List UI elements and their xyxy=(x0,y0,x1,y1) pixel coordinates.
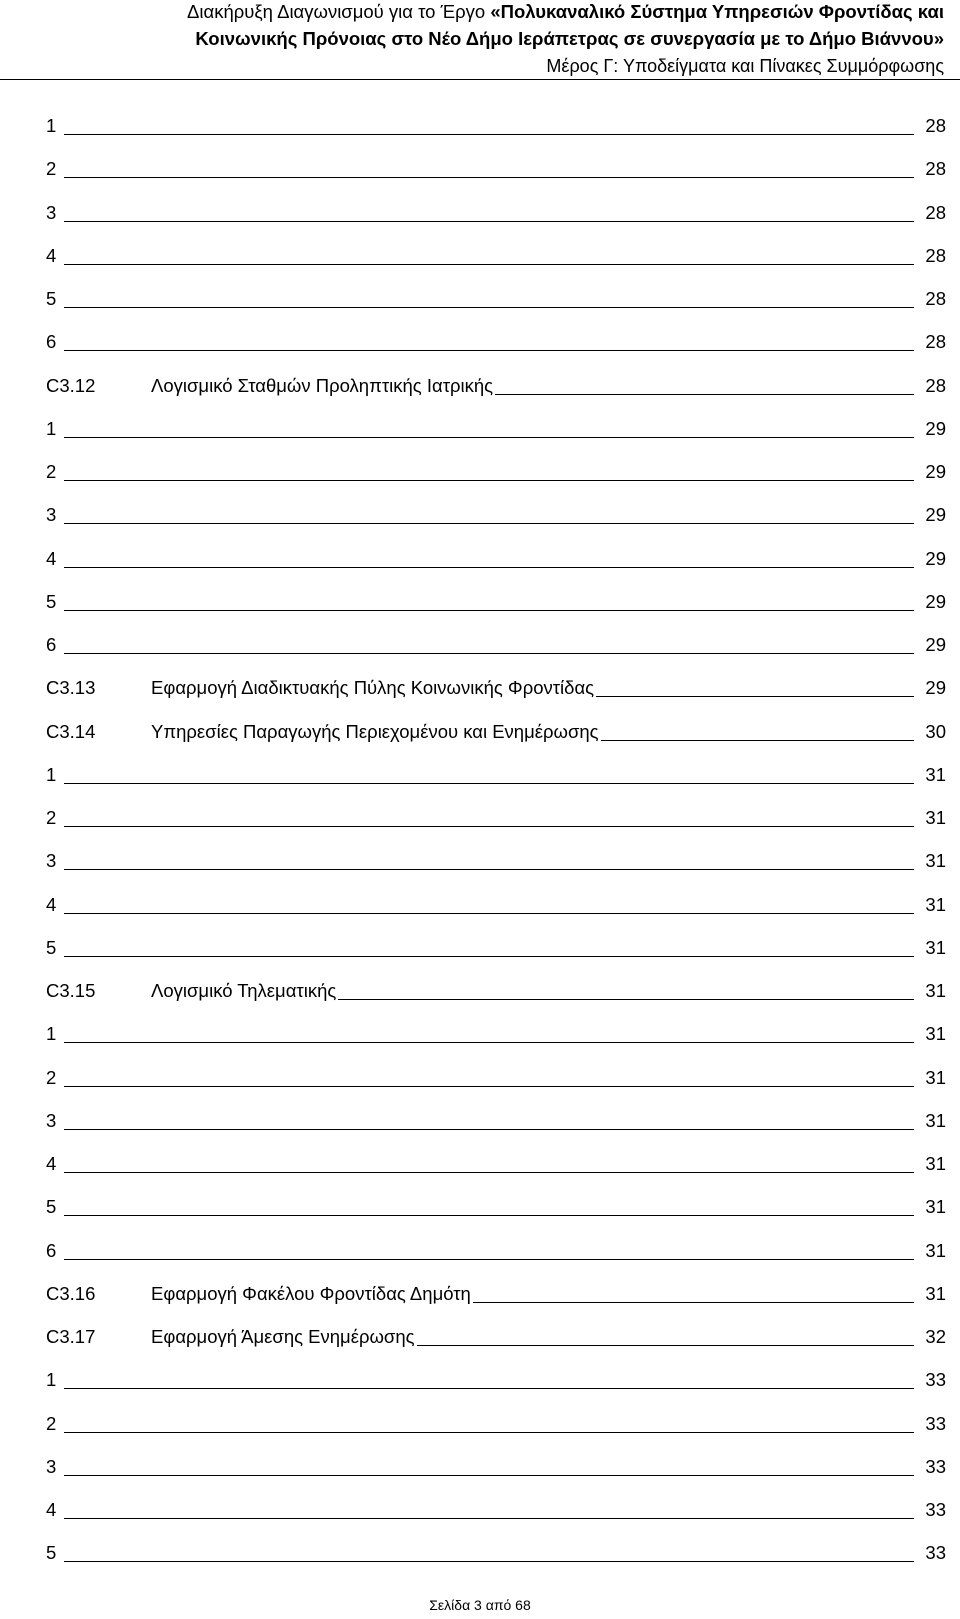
toc-section-entry[interactable] xyxy=(46,1282,946,1325)
toc-entry[interactable] xyxy=(46,936,946,979)
toc-entry-title: Εφαρμογή Φακέλου Φροντίδας Δημότη xyxy=(151,1282,471,1304)
toc-entry-title: Εφαρμογή Διαδικτυακής Πύλης Κοινωνικής Φροντίδας xyxy=(151,677,595,699)
toc-entry-number: 2 xyxy=(46,158,57,180)
toc-entry-number: 1 xyxy=(46,417,57,439)
toc-section-entry[interactable] xyxy=(46,720,946,763)
toc-entry-page: 28 xyxy=(925,244,946,266)
toc-entry-number: 3 xyxy=(46,201,57,223)
toc-leader-line xyxy=(64,913,914,914)
toc-entry[interactable] xyxy=(46,1195,946,1238)
toc-entry-page: 28 xyxy=(925,288,946,309)
toc-leader-line xyxy=(64,869,914,870)
toc-leader-line xyxy=(64,1561,914,1562)
toc-section-entry[interactable] xyxy=(46,979,946,1022)
toc-entry-page: 29 xyxy=(925,461,946,482)
toc-entry-number: 4 xyxy=(46,1153,57,1174)
toc-entry[interactable] xyxy=(46,893,946,936)
toc-entry-page: 29 xyxy=(925,590,946,612)
toc-entry-page: 33 xyxy=(925,1455,946,1477)
toc-entry-number: C3.17 xyxy=(46,1326,96,1347)
toc-entry[interactable] xyxy=(46,1022,946,1065)
toc-entry-number: 2 xyxy=(46,461,57,482)
toc-leader-line xyxy=(64,1475,914,1476)
toc-entry-page: 28 xyxy=(925,158,946,180)
toc-entry[interactable] xyxy=(46,1239,946,1282)
toc-leader-line xyxy=(64,826,914,827)
toc-entry-page: 31 xyxy=(925,807,946,828)
toc-entry-title: Λογισμικό Τηλεματικής xyxy=(151,980,337,1001)
toc-entry[interactable] xyxy=(46,763,946,806)
toc-entry-page: 31 xyxy=(925,1153,946,1174)
toc-entry-number: C3.14 xyxy=(46,720,96,742)
toc-entry-number: 5 xyxy=(46,590,57,612)
toc-leader-line xyxy=(64,350,914,351)
toc-leader-line xyxy=(64,1259,914,1260)
toc-entry-number: 5 xyxy=(46,936,57,958)
toc-entry-page: 33 xyxy=(925,1542,946,1564)
toc-entry-page: 33 xyxy=(925,1412,946,1434)
toc-leader-line xyxy=(64,437,914,438)
toc-section-entry[interactable] xyxy=(46,676,946,719)
toc-entry-title: Λογισμικό Σταθμών Προληπτικής Ιατρικής xyxy=(151,374,494,396)
toc-entry-number: 6 xyxy=(46,634,57,655)
toc-leader-line xyxy=(64,783,914,784)
toc-entry-page: 31 xyxy=(925,936,946,958)
toc-entry-number: 4 xyxy=(46,893,57,915)
toc-leader-line xyxy=(64,264,914,265)
page-number-label: Σελίδα 3 από 68 xyxy=(429,1597,531,1613)
toc-entry-number: 5 xyxy=(46,288,57,309)
toc-leader-line xyxy=(64,956,914,957)
header-line-3: Μέρος Γ: Υποδείγματα και Πίνακες Συμμόρφωσης xyxy=(546,56,944,76)
toc-entry-title: Εφαρμογή Άμεσης Ενημέρωσης xyxy=(151,1326,415,1347)
toc-leader-line xyxy=(64,1172,914,1173)
toc-leader-line xyxy=(64,1086,914,1087)
toc-entry-number: 4 xyxy=(46,1499,57,1520)
toc-entry-page: 30 xyxy=(925,720,946,742)
toc-entry-page: 29 xyxy=(925,677,946,699)
toc-leader-line xyxy=(64,1042,914,1043)
toc-entry-number: 2 xyxy=(46,1412,57,1434)
toc-entry-number: 5 xyxy=(46,1196,57,1218)
toc-section-entry[interactable] xyxy=(46,1325,946,1368)
toc-entry[interactable] xyxy=(46,1455,946,1498)
toc-entry-number: C3.12 xyxy=(46,374,96,396)
toc-entry[interactable] xyxy=(46,417,946,460)
toc-entry[interactable] xyxy=(46,590,946,633)
header-line-2: Κοινωνικής Πρόνοιας στο Νέο Δήμο Ιεράπετρας σε συνεργασία με το Δήμο Βιάννου» xyxy=(195,28,944,49)
toc-entry[interactable] xyxy=(46,503,946,546)
toc-entry[interactable] xyxy=(46,1066,946,1109)
toc-entry-page: 33 xyxy=(925,1499,946,1520)
toc-entry[interactable] xyxy=(46,633,946,676)
toc-entry[interactable] xyxy=(46,1368,946,1411)
toc-entry-number: 6 xyxy=(46,1239,57,1261)
toc-entry-page: 31 xyxy=(925,1239,946,1261)
toc-entry-number: 3 xyxy=(46,504,57,526)
toc-entry-page: 28 xyxy=(925,374,946,396)
toc-entry-page: 31 xyxy=(925,893,946,915)
toc-entry-page: 29 xyxy=(925,547,946,569)
toc-entry-number: 1 xyxy=(46,1369,57,1391)
toc-entry[interactable] xyxy=(46,1541,946,1584)
toc-entry[interactable] xyxy=(46,330,946,373)
header-line-1-bold: «Πολυκαναλικό Σύστημα Υπηρεσιών Φροντίδας και xyxy=(490,1,944,22)
toc-entry-page: 32 xyxy=(925,1326,946,1347)
toc-entry-page: 31 xyxy=(925,1196,946,1218)
toc-entry-number: 3 xyxy=(46,1455,57,1477)
toc-entry-page: 31 xyxy=(925,763,946,785)
toc-section-entry[interactable] xyxy=(46,374,946,417)
toc-entry-page: 31 xyxy=(925,1023,946,1045)
toc-entry[interactable] xyxy=(46,547,946,590)
toc-leader-line xyxy=(64,523,914,524)
toc-leader-line xyxy=(64,480,914,481)
toc-entry-number: 3 xyxy=(46,1109,57,1131)
toc-leader-line xyxy=(64,1215,914,1216)
toc-leader-line xyxy=(64,134,914,135)
toc-entry-number: 2 xyxy=(46,1066,57,1088)
toc-entry[interactable] xyxy=(46,201,946,244)
toc-entry-page: 28 xyxy=(925,331,946,353)
toc-entry[interactable] xyxy=(46,849,946,892)
toc-leader-line xyxy=(64,1432,914,1433)
toc-entry-number: 1 xyxy=(46,115,57,136)
toc-entry-page: 29 xyxy=(925,504,946,526)
toc-leader-line xyxy=(64,1388,914,1389)
toc-entry-number: 4 xyxy=(46,547,57,569)
toc-entry[interactable] xyxy=(46,157,946,200)
header-line-1 xyxy=(187,0,944,24)
toc-entry[interactable] xyxy=(46,114,946,157)
toc-entry-number: 4 xyxy=(46,244,57,266)
toc-entry-page: 28 xyxy=(925,115,946,136)
toc-leader-line xyxy=(64,177,914,178)
toc-entry-number: C3.16 xyxy=(46,1282,96,1304)
header-line-1-prefix: Διακήρυξη Διαγωνισμού για το Έργο xyxy=(187,1,491,22)
toc-entry[interactable] xyxy=(46,244,946,287)
toc-leader-line xyxy=(64,567,914,568)
toc-entry-page: 31 xyxy=(925,1282,946,1304)
toc-entry[interactable] xyxy=(46,287,946,330)
toc-entry-title: Υπηρεσίες Παραγωγής Περιεχομένου και Ενημέρωσης xyxy=(151,720,599,742)
toc-entry[interactable] xyxy=(46,1412,946,1455)
toc-entry[interactable] xyxy=(46,460,946,503)
page-footer xyxy=(0,1596,960,1614)
toc-entry-number: 2 xyxy=(46,807,57,828)
toc-entry-page: 29 xyxy=(925,417,946,439)
toc-entry-number: 3 xyxy=(46,850,57,872)
header-divider xyxy=(0,79,960,80)
toc-entry-page: 33 xyxy=(925,1369,946,1391)
toc-entry[interactable] xyxy=(46,1498,946,1541)
toc-leader-line xyxy=(64,1129,914,1130)
toc-entry-number: 5 xyxy=(46,1542,57,1564)
toc-entry-number: 6 xyxy=(46,331,57,353)
toc-entry[interactable] xyxy=(46,806,946,849)
toc-entry-page: 28 xyxy=(925,201,946,223)
toc-leader-line xyxy=(64,221,914,222)
toc-entry-page: 31 xyxy=(925,850,946,872)
toc-entry-number: C3.15 xyxy=(46,980,96,1001)
toc-entry-page: 29 xyxy=(925,634,946,655)
toc-entry-number: 1 xyxy=(46,763,57,785)
toc-entry-number: 1 xyxy=(46,1023,57,1045)
toc-leader-line xyxy=(64,307,914,308)
toc-leader-line xyxy=(64,653,914,654)
toc-entry[interactable] xyxy=(46,1152,946,1195)
toc-entry-number: C3.13 xyxy=(46,677,96,699)
toc-leader-line xyxy=(64,1518,914,1519)
toc-entry[interactable] xyxy=(46,1109,946,1152)
toc-entry-page: 31 xyxy=(925,980,946,1001)
page-header xyxy=(0,0,960,80)
toc-leader-line xyxy=(64,610,914,611)
table-of-contents xyxy=(46,114,946,1585)
toc-entry-page: 31 xyxy=(925,1066,946,1088)
toc-entry-page: 31 xyxy=(925,1109,946,1131)
